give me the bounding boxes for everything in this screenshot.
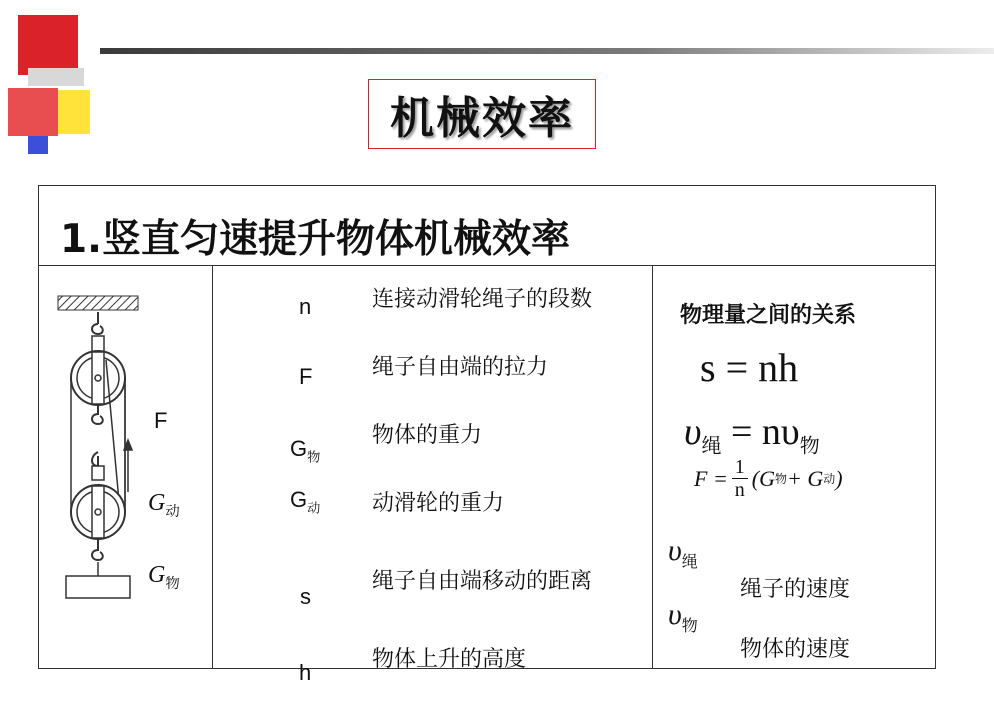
symbol-F: F: [299, 364, 313, 389]
symbol-v-rope: $\upsilon_绳$: [668, 534, 698, 571]
logo-red-block: [18, 15, 78, 75]
logo-text-blurred: [28, 68, 84, 86]
upper-hook: [92, 312, 103, 334]
diagram-label-object-weight: $G_物$: [148, 562, 180, 592]
equation-s-nh: s = nh: [700, 345, 799, 390]
section-heading: 1.竖直匀速提升物体机械效率: [60, 217, 570, 262]
desc-G-pulley: 动滑轮的重力: [372, 491, 505, 516]
symbol-h: h: [299, 660, 312, 685]
movable-pulley-bottom-hook: [92, 538, 103, 560]
logo-blue-square: [28, 136, 48, 154]
header-rule: [100, 48, 994, 54]
equation-velocity: $\upsilon_绳 = n\upsilon_物$: [684, 411, 820, 458]
desc-F: 绳子自由端的拉力: [372, 355, 549, 380]
desc-v-rope: 绳子的速度: [740, 577, 851, 602]
load-block: [66, 576, 130, 598]
table-header-divider: [38, 265, 936, 266]
fraction-denominator: n: [732, 478, 748, 501]
table-column-divider-2: [652, 265, 653, 669]
equation-force: F = $\frac{1}{n}$ (G 物 + G 动 ): [694, 456, 843, 501]
desc-s: 绳子自由端移动的距离: [372, 569, 593, 594]
relations-title: 物理量之间的关系: [680, 303, 857, 328]
diagram-label-pulley-weight: $G_动$: [148, 490, 180, 520]
desc-n: 连接动滑轮绳子的段数: [372, 287, 593, 312]
fixed-pulley: [71, 336, 125, 405]
table-column-divider-1: [212, 265, 213, 669]
diagram-label-force: F: [154, 408, 168, 433]
logo-red-square: [8, 88, 58, 136]
ceiling-support: [58, 296, 138, 310]
logo-yellow-square: [58, 90, 90, 134]
symbol-v-object: $\upsilon_物$: [668, 598, 698, 635]
symbol-G-pulley: $G_动$: [290, 487, 321, 516]
fixed-pulley-lower-hook: [92, 404, 103, 424]
desc-h: 物体上升的高度: [372, 647, 527, 672]
movable-pulley-top-hook: [92, 452, 98, 466]
fraction-numerator: 1: [734, 456, 745, 478]
slide-title: 机械效率: [390, 93, 574, 144]
symbol-G-object: $G_物$: [290, 436, 321, 465]
pulley-diagram: [44, 280, 208, 610]
desc-v-object: 物体的速度: [740, 637, 851, 662]
desc-G-object: 物体的重力: [372, 423, 483, 448]
slide-title-box: [368, 79, 596, 149]
symbol-n: n: [299, 294, 312, 319]
symbol-s: s: [300, 584, 311, 609]
